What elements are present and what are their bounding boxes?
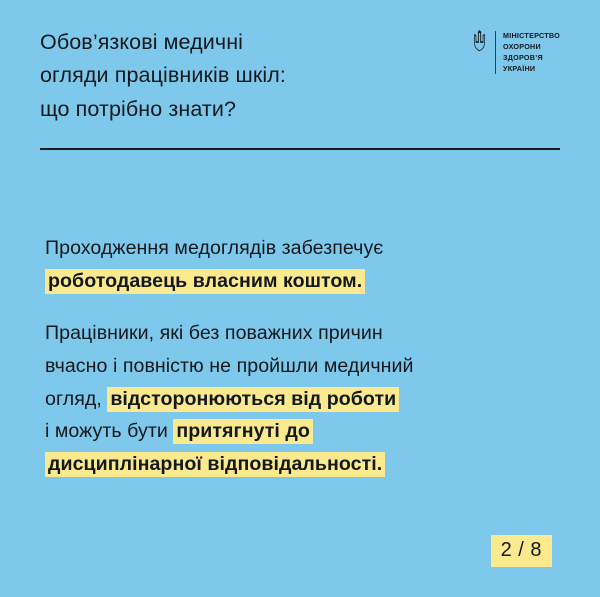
paragraph-line	[45, 415, 560, 448]
header-divider	[40, 148, 560, 150]
paragraph-line	[45, 265, 560, 298]
paragraph-line	[45, 448, 560, 481]
paragraph-text: і можуть бути	[45, 420, 174, 443]
highlight-text: притягнуті до	[173, 419, 313, 444]
ministry-logo-text-line: ЗДОРОВ’Я	[503, 52, 543, 62]
slide-footer	[40, 535, 560, 577]
ministry-logo-text-line: ОХОРОНИ	[503, 41, 541, 51]
highlight-text: дисциплінарної відповідальності.	[45, 452, 385, 477]
paragraph-text: огляд,	[45, 387, 108, 410]
paragraph-line: Працівники, які без поважних причин	[45, 321, 383, 344]
ministry-logo-text	[503, 30, 560, 75]
slide-body	[40, 232, 560, 481]
paragraph-line	[45, 383, 560, 416]
slide-header	[40, 26, 560, 126]
page-indicator: 2 / 8	[491, 535, 552, 567]
page-title-line: огляди працівників шкіл:	[40, 63, 286, 88]
ministry-logo	[471, 26, 560, 75]
page-title	[40, 26, 286, 126]
highlight-text: роботодавець власним коштом.	[45, 269, 365, 294]
ministry-logo-text-line: МІНІСТЕРСТВО	[503, 31, 560, 40]
paragraph-consequences	[45, 317, 560, 482]
paragraph-employer-cost	[45, 232, 560, 298]
logo-divider	[495, 31, 496, 74]
paragraph-line: Проходження медоглядів забезпечує	[45, 236, 384, 259]
ukraine-trident-icon	[471, 30, 488, 56]
highlight-text: відсторонюються від роботи	[107, 387, 399, 412]
ministry-logo-text-line: УКРАЇНИ	[503, 63, 536, 73]
paragraph-line: вчасно і повністю не пройшли медичний	[45, 354, 414, 377]
page-title-line: що потрібно знати?	[40, 96, 237, 121]
page-title-line: Обов’язкові медичні	[40, 30, 244, 54]
